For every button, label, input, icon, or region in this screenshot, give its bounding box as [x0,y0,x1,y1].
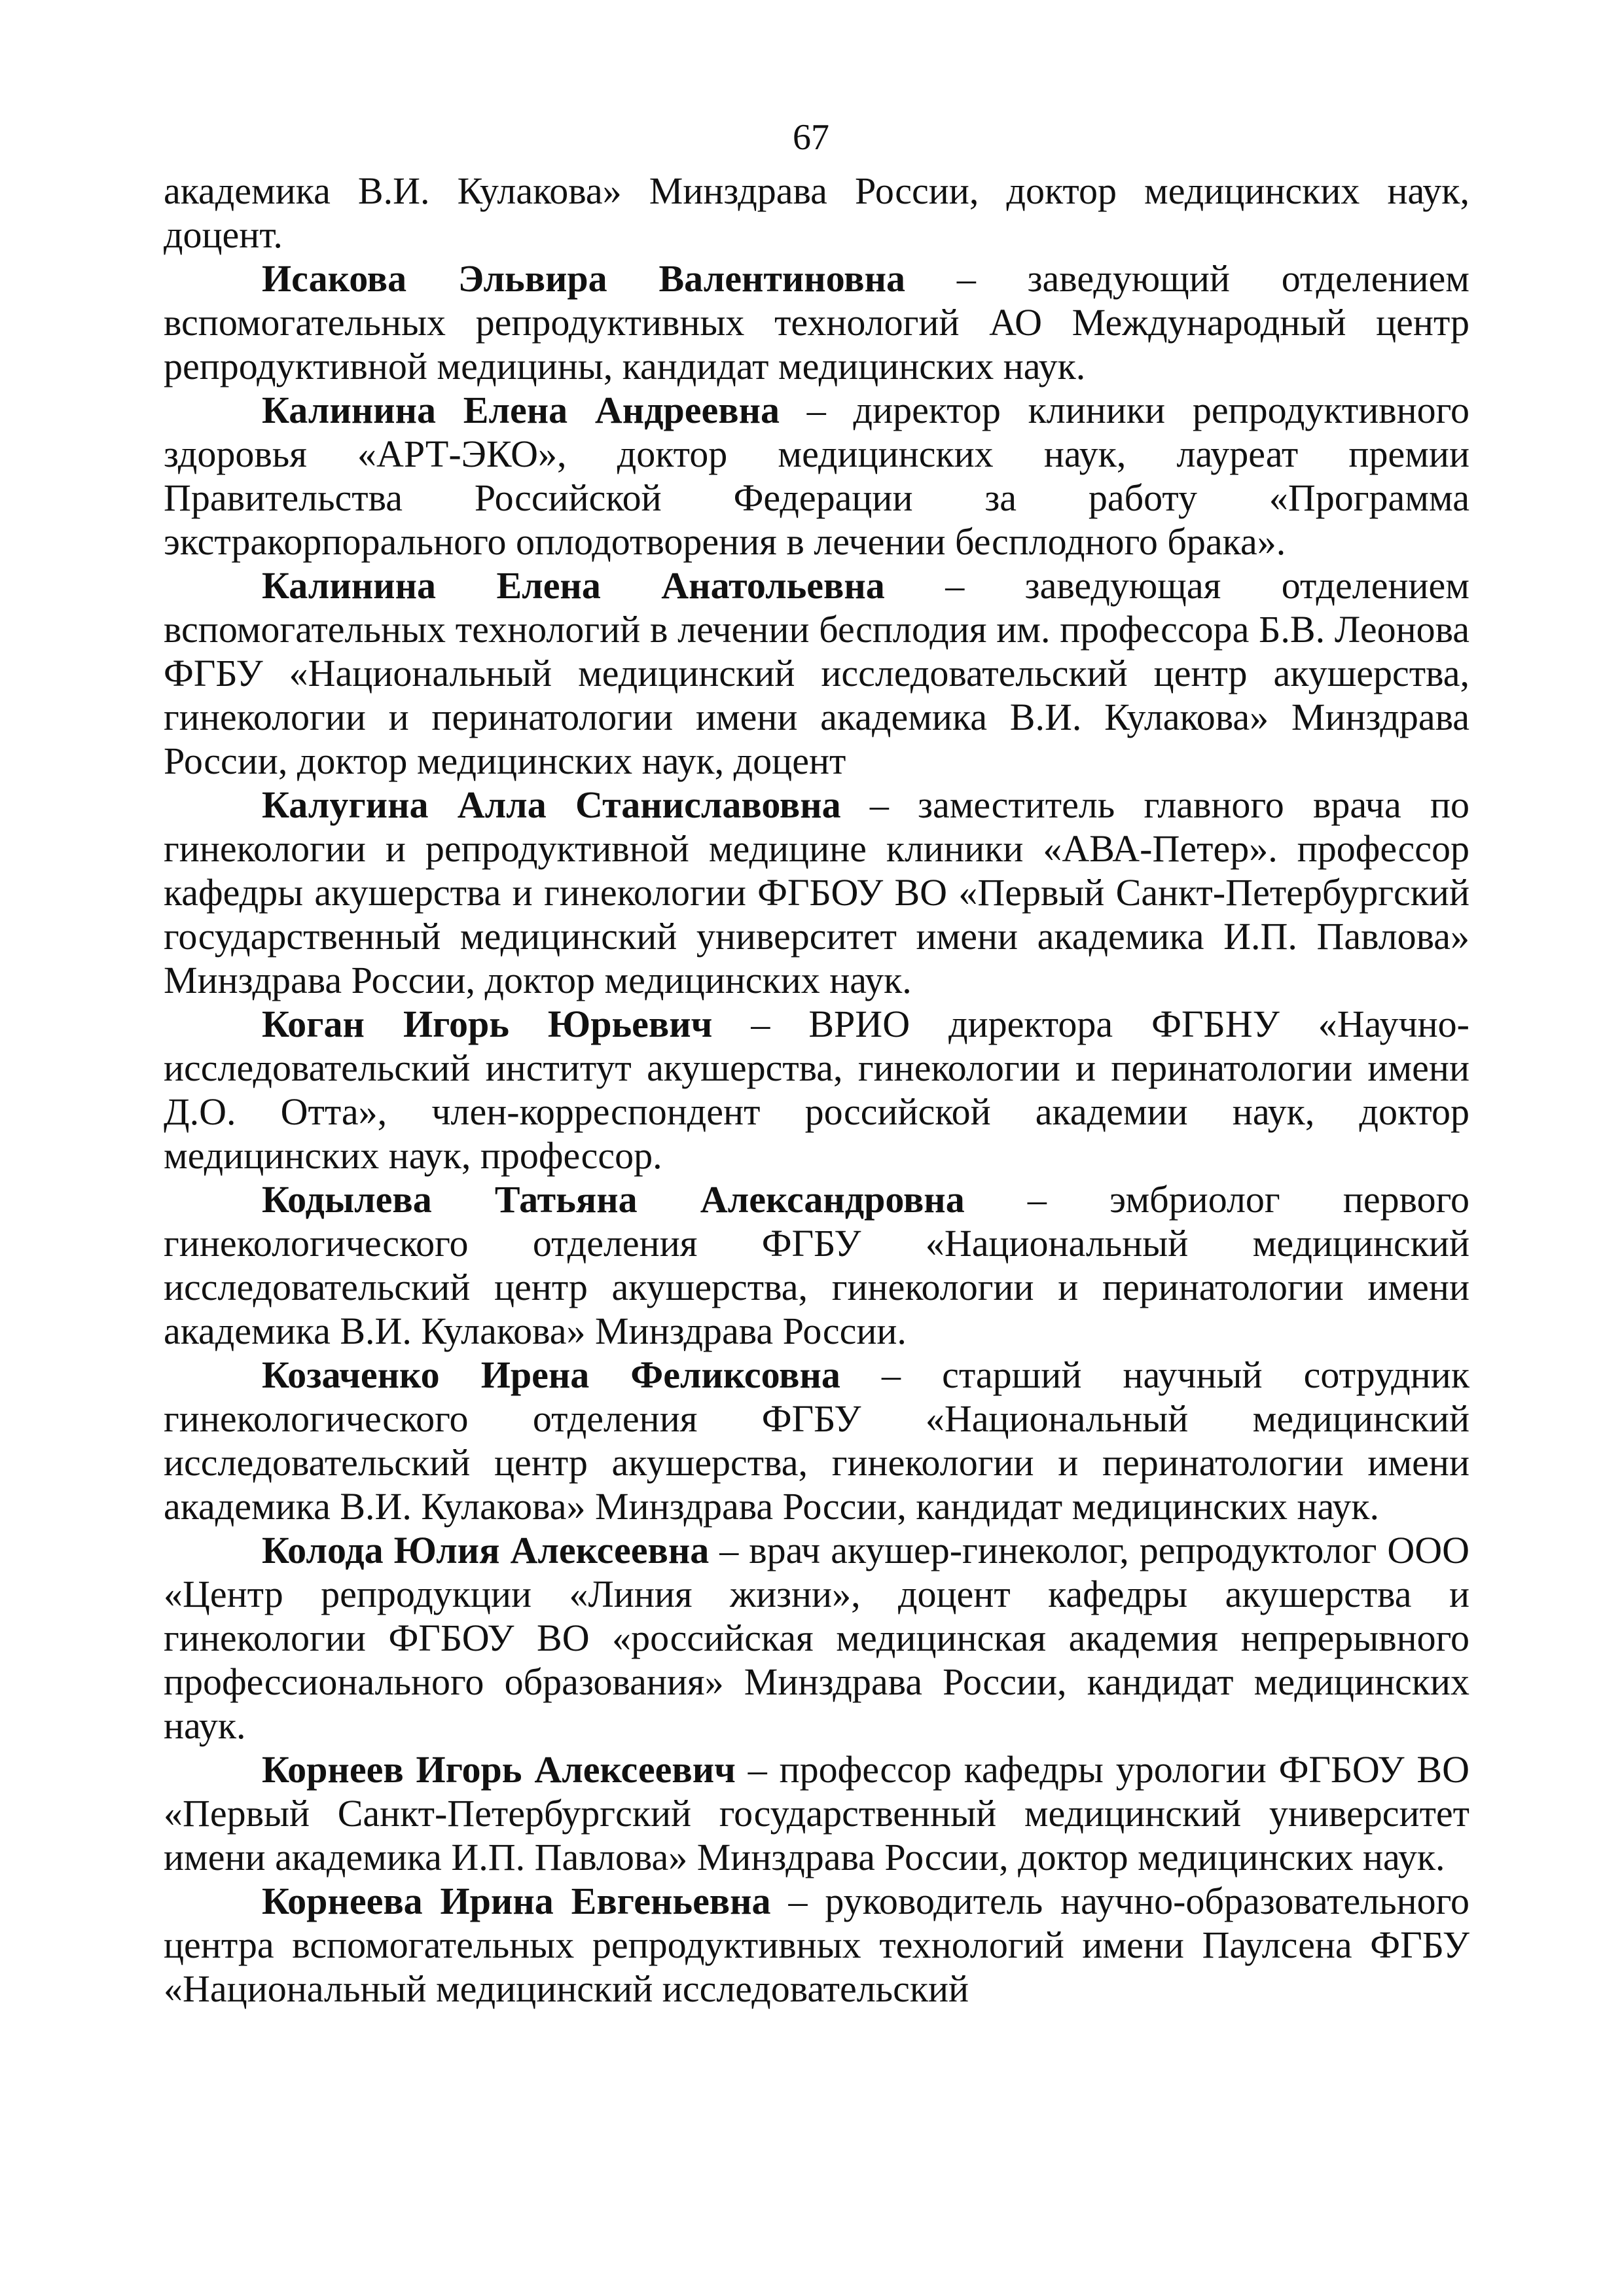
entry-name: Корнеев Игорь Алексеевич [262,1748,736,1791]
document-body [164,169,1469,2011]
entry-text: – заместитель главного врача по гинекологии и репродуктивной медицине клиники «АВА-Петер». профессор кафедры акушерства и гинекологии ФГБОУ ВО «Первый Санкт-Петербургский государственный медицинский университет имени академика И.П. Павлова» Минздрава России, доктор медицинских наук. [164,783,1469,1001]
entry-kozachenko [164,1353,1469,1528]
entry-name: Калинина Елена Андреевна [262,389,780,431]
entry-name: Калугина Алла Станиславовна [262,783,841,826]
entry-name: Корнеева Ирина Евгеньевна [262,1880,771,1922]
entry-name: Коган Игорь Юрьевич [262,1003,713,1045]
entry-name: Калинина Елена Анатольевна [262,564,885,607]
continuation-paragraph: академика В.И. Кулакова» Минздрава России, доктор медицинских наук, доцент. [164,170,1469,256]
entry-text: – врач акушер-гинеколог, репродуктолог ООО «Центр репродукции «Линия жизни», доцент кафедры акушерства и гинекологии ФГБОУ ВО «российская медицинская академия непрерывного профессионального образования» Минздрава России, кандидат медицинских наук. [164,1529,1469,1747]
entry-text: – руководитель научно-образовательного центра вспомогательных репродуктивных технологий имени Паулсена ФГБУ «Национальный медицинский исследовательский [164,1880,1469,2010]
entry-name: Кодылева Татьяна Александровна [262,1178,965,1221]
entry-text: – эмбриолог первого гинекологического отделения ФГБУ «Национальный медицинский исследовательский центр акушерства, гинекологии и перинатологии имени академика В.И. Кулакова» Минздрава России. [164,1178,1469,1352]
entry-koloda [164,1528,1469,1748]
page-number: 67 [793,117,829,158]
entry-kalinina-ea [164,388,1469,564]
entry-text: – директор клиники репродуктивного здоровья «АРТ-ЭКО», доктор медицинских наук, лауреат премии Правительства Российской Федерации за работу «Программа экстракорпорального оплодотворения в лечении бесплодного брака». [164,389,1470,563]
entry-isakova [164,257,1469,388]
entry-text: – заведующий отделением вспомогательных репродуктивных технологий АО Международный центр репродуктивной медицины, кандидат медицинских наук. [164,257,1469,387]
entry-kalugina [164,783,1469,1002]
entry-kogan [164,1002,1469,1177]
entry-name: Козаченко Ирена Феликсовна [262,1354,840,1396]
entry-korneev [164,1748,1469,1879]
entry-kodyleva [164,1177,1469,1353]
entry-korneeva [164,1879,1469,2011]
entry-kalinina-eanat [164,564,1469,783]
entry-text: – заведующая отделением вспомогательных технологий в лечении бесплодия им. профессора Б.В. Леонова ФГБУ «Национальный медицинский исследовательский центр акушерства, гинекологии и перинатологии имени академика В.И. Кулакова» Минздрава России, доктор медицинских наук, доцент [164,564,1469,782]
entry-text: – профессор кафедры урологии ФГБОУ ВО «Первый Санкт-Петербургский государственный медицинский университет имени академика И.П. Павлова» Минздрава России, доктор медицинских наук. [164,1748,1469,1878]
entry-name: Исакова Эльвира Валентиновна [262,257,906,300]
entry-text: – ВРИО директора ФГБНУ «Научно-исследовательский институт акушерства, гинекологии и перинатологии имени Д.О. Отта», член-корреспондент российской академии наук, доктор медицинских наук, профессор. [164,1003,1469,1177]
entry-text: – старший научный сотрудник гинекологического отделения ФГБУ «Национальный медицинский исследовательский центр акушерства, гинекологии и перинатологии имени академика В.И. Кулакова» Минздрава России, кандидат медицинских наук. [164,1354,1469,1528]
entry-name: Колода Юлия Алексеевна [262,1529,710,1571]
